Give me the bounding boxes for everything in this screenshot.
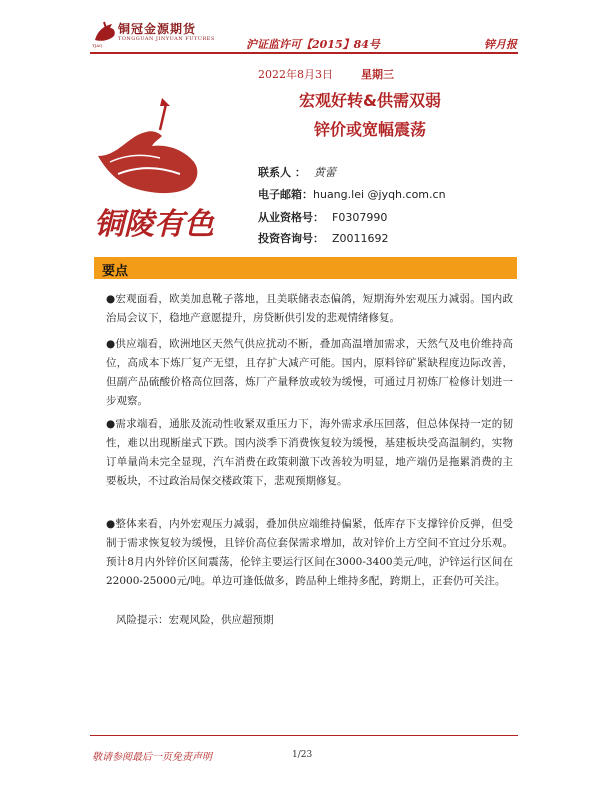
contact-person (258, 164, 336, 180)
report-weekday: 星期三 (361, 68, 394, 81)
report-title-line-1: 宏观好转&供需双弱 (299, 91, 441, 110)
emblem-calligraphy: 铜陵有色 (94, 207, 214, 242)
key-points-title: 要点 (102, 264, 129, 279)
report-date: 2022年8月3日 (258, 68, 333, 81)
report-title-line-2: 锌价或宽幅震荡 (313, 120, 426, 139)
qualification-value: F0307990 (332, 211, 388, 224)
key-point-demand: ●需求端看，通胀及流动性收紧双重压力下，海外需求承压回落，但总体保持一定的韧性，难以出现断崖式下跌。国内淡季下消费恢复较为缓慢，基建板块受高温制约，实物订单量尚未完全显现，汽车消费在政策刺激下改善较为明显，地产端仍是拖累消费的主要板块，不过政治局保交楼政策下，悲观预期修复。 (106, 418, 513, 487)
license-number: 沪证监许可【2015】84号 (246, 38, 380, 51)
qualification-label: 从业资格号： (258, 211, 324, 224)
key-point-overall: ●整体来看，内外宏观压力减弱，叠加供应端维持偏紧，低库存下支撑锌价反弹，但受制于需求恢复较为缓慢，且锌价高位套保需求增加，故对锌价上方空间不宜过分乐观。预计8月内外锌价区间震荡，伦锌主要运行区间在3000-3400美元/吨，沪锌运行区间在22000-25000元/吨。单边可逢低做多，跨品种上维持多配，跨期上，正套仍可关注。 (106, 518, 513, 587)
footer-divider (90, 735, 518, 736)
email-label: 电子邮箱： (258, 188, 313, 201)
company-english-name: TONGGUAN JINYUAN FUTURES (118, 36, 215, 42)
key-point-macro: ●宏观面看，欧美加息靴子落地，且美联储表态偏鸽，短期海外宏观压力减弱。国内政治局会议下，稳地产意愿提升，房贷断供引发的悲观情绪修复。 (106, 293, 513, 324)
tongling-emblem-icon (88, 96, 238, 246)
email-value[interactable]: huang.lei @jyqh.com.cn (313, 188, 446, 201)
contact-label: 联系人 ： (258, 166, 306, 179)
consulting-value: Z0011692 (332, 232, 389, 245)
header-divider (90, 52, 518, 54)
risk-warning: 风险提示：宏观风险，供应超预期 (116, 614, 274, 626)
key-point-supply: ●供应端看，欧洲地区天然气供应扰动不断，叠加高温增加需求，天然气及电价维持高位，高成本下炼厂复产无望，且存扩大减产可能。国内，原料锌矿紧缺程度边际改善，但副产品硫酸价格高位回落，炼厂产量释放或较为缓慢，可通过月初炼厂检修计划进一步观察。 (106, 338, 513, 407)
contact-consulting (258, 230, 389, 246)
contact-qualification (258, 209, 387, 225)
contact-value: 黄蕾 (313, 166, 336, 179)
disclaimer-note: 敬请参阅最后一页免责声明 (92, 752, 212, 763)
key-points-bar (94, 257, 517, 279)
report-date-line (258, 66, 394, 82)
page-number: 1/23 (292, 750, 313, 760)
consulting-label: 投资咨询号： (258, 232, 324, 245)
company-abbrev: TJAQ (92, 43, 103, 48)
company-logo-icon (92, 20, 118, 44)
report-type: 锌月报 (484, 38, 517, 51)
company-name: 铜冠金源期货 (118, 22, 197, 36)
contact-email (258, 186, 446, 202)
